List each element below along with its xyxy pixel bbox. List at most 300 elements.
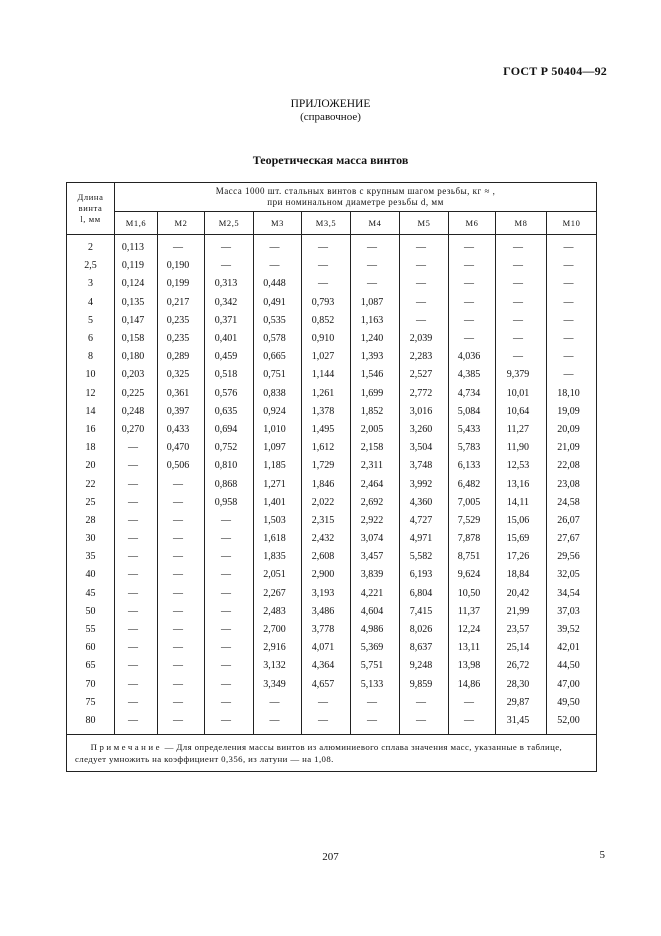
- length-cell: 65: [67, 657, 115, 675]
- mass-cell: —: [115, 457, 158, 475]
- mass-cell: 1,144: [302, 366, 351, 384]
- mass-cell: 1,612: [302, 439, 351, 457]
- mass-cell: 10,01: [496, 385, 547, 403]
- mass-cell: —: [205, 548, 254, 566]
- mass-cell: 2,692: [351, 494, 400, 512]
- table-note: [67, 735, 597, 772]
- mass-cell: 11,27: [496, 421, 547, 439]
- mass-cell: 13,98: [449, 657, 496, 675]
- size-column-header: М2: [158, 212, 205, 235]
- mass-cell: —: [115, 548, 158, 566]
- mass-cell: 0,135: [115, 294, 158, 312]
- mass-cell: 1,393: [351, 348, 400, 366]
- mass-cell: —: [205, 712, 254, 735]
- mass-cell: —: [351, 257, 400, 275]
- table-row: [67, 639, 597, 657]
- table-row: [67, 348, 597, 366]
- mass-cell: 1,495: [302, 421, 351, 439]
- mass-cell: 1,699: [351, 385, 400, 403]
- mass-cell: —: [496, 312, 547, 330]
- mass-cell: 2,267: [254, 585, 302, 603]
- mass-cell: 4,727: [400, 512, 449, 530]
- mass-cell: —: [547, 312, 597, 330]
- mass-cell: 13,16: [496, 475, 547, 493]
- mass-cell: 1,846: [302, 475, 351, 493]
- mass-cell: 3,504: [400, 439, 449, 457]
- mass-cell: 0,203: [115, 366, 158, 384]
- mass-cell: 0,371: [205, 312, 254, 330]
- mass-cell: —: [254, 257, 302, 275]
- mass-cell: —: [158, 657, 205, 675]
- mass-cell: 5,369: [351, 639, 400, 657]
- table-row: [67, 657, 597, 675]
- mass-cell: 3,839: [351, 566, 400, 584]
- mass-cell: —: [351, 712, 400, 735]
- mass-cell: 28,30: [496, 676, 547, 694]
- mass-cell: 18,10: [547, 385, 597, 403]
- table-row: [67, 235, 597, 258]
- length-cell: 4: [67, 294, 115, 312]
- mass-cell: 0,448: [254, 275, 302, 293]
- mass-cell: 26,72: [496, 657, 547, 675]
- mass-cell: —: [115, 676, 158, 694]
- mass-cell: 7,415: [400, 603, 449, 621]
- mass-cell: —: [205, 621, 254, 639]
- mass-cell: 1,401: [254, 494, 302, 512]
- mass-cell: 0,113: [115, 235, 158, 258]
- table-row: [67, 330, 597, 348]
- mass-cell: 0,119: [115, 257, 158, 275]
- mass-cell: 6,804: [400, 585, 449, 603]
- table-row: [67, 366, 597, 384]
- mass-cell: 12,24: [449, 621, 496, 639]
- length-cell: 80: [67, 712, 115, 735]
- mass-cell: —: [205, 657, 254, 675]
- mass-cell: 4,360: [400, 494, 449, 512]
- mass-cell: 0,313: [205, 275, 254, 293]
- mass-cell: 23,57: [496, 621, 547, 639]
- mass-cell: 4,657: [302, 676, 351, 694]
- mass-cell: —: [158, 475, 205, 493]
- length-cell: 30: [67, 530, 115, 548]
- mass-cell: 1,852: [351, 403, 400, 421]
- note-label: Примечание: [90, 742, 162, 753]
- mass-cell: 3,260: [400, 421, 449, 439]
- length-cell: 45: [67, 585, 115, 603]
- mass-cell: 0,491: [254, 294, 302, 312]
- table-row: [67, 312, 597, 330]
- mass-cell: 0,910: [302, 330, 351, 348]
- mass-cell: —: [400, 712, 449, 735]
- mass-cell: —: [449, 694, 496, 712]
- mass-cell: 25,14: [496, 639, 547, 657]
- mass-cell: 10,50: [449, 585, 496, 603]
- mass-cell: 1,835: [254, 548, 302, 566]
- mass-cell: —: [205, 566, 254, 584]
- mass-cell: 0,124: [115, 275, 158, 293]
- mass-cell: —: [115, 494, 158, 512]
- mass-cell: 2,916: [254, 639, 302, 657]
- mass-cell: 2,922: [351, 512, 400, 530]
- mass-cell: 4,071: [302, 639, 351, 657]
- mass-cell: 27,67: [547, 530, 597, 548]
- length-cell: 55: [67, 621, 115, 639]
- mass-cell: 3,992: [400, 475, 449, 493]
- mass-cell: —: [115, 694, 158, 712]
- size-column-header: М5: [400, 212, 449, 235]
- length-cell: 12: [67, 385, 115, 403]
- note-row: [67, 735, 597, 772]
- table-row: [67, 566, 597, 584]
- mass-cell: 0,752: [205, 439, 254, 457]
- mass-cell: —: [547, 294, 597, 312]
- size-column-header: М10: [547, 212, 597, 235]
- mass-cell: —: [547, 235, 597, 258]
- size-column-header: М2,5: [205, 212, 254, 235]
- mass-cell: —: [158, 603, 205, 621]
- length-cell: 28: [67, 512, 115, 530]
- length-cell: 8: [67, 348, 115, 366]
- mass-cell: 31,45: [496, 712, 547, 735]
- mass-cell: —: [351, 235, 400, 258]
- mass-cell: —: [302, 257, 351, 275]
- mass-cell: —: [115, 530, 158, 548]
- length-cell: 2,5: [67, 257, 115, 275]
- mass-cell: —: [115, 585, 158, 603]
- mass-cell: 14,11: [496, 494, 547, 512]
- table-row: [67, 385, 597, 403]
- length-cell: 3: [67, 275, 115, 293]
- mass-cell: 12,53: [496, 457, 547, 475]
- mass-cell: 1,027: [302, 348, 351, 366]
- mass-cell: 0,190: [158, 257, 205, 275]
- mass-cell: 0,235: [158, 312, 205, 330]
- mass-cell: 23,08: [547, 475, 597, 493]
- mass-cell: 20,09: [547, 421, 597, 439]
- mass-cell: 2,283: [400, 348, 449, 366]
- table-row: [67, 403, 597, 421]
- table-row: [67, 257, 597, 275]
- mass-cell: 3,349: [254, 676, 302, 694]
- length-header-line: Длина: [77, 192, 104, 202]
- mass-cell: —: [115, 639, 158, 657]
- mass-cell: 0,576: [205, 385, 254, 403]
- size-column-header: М1,6: [115, 212, 158, 235]
- mass-cell: 2,005: [351, 421, 400, 439]
- mass-cell: 14,86: [449, 676, 496, 694]
- table-row: [67, 603, 597, 621]
- mass-cell: 1,546: [351, 366, 400, 384]
- mass-cell: —: [205, 585, 254, 603]
- mass-cell: —: [115, 512, 158, 530]
- mass-cell: 47,00: [547, 676, 597, 694]
- mass-cell: —: [158, 639, 205, 657]
- length-cell: 25: [67, 494, 115, 512]
- mass-cell: —: [449, 257, 496, 275]
- mass-cell: 0,470: [158, 439, 205, 457]
- mass-cell: —: [400, 275, 449, 293]
- mass-cell: —: [496, 294, 547, 312]
- mass-cell: 2,039: [400, 330, 449, 348]
- mass-cell: —: [205, 257, 254, 275]
- standard-code: ГОСТ Р 50404—92: [503, 64, 607, 78]
- length-cell: 75: [67, 694, 115, 712]
- mass-cell: —: [254, 694, 302, 712]
- mass-cell: 39,52: [547, 621, 597, 639]
- mass-cell: —: [547, 348, 597, 366]
- mass-cell: —: [302, 235, 351, 258]
- mass-cell: 3,132: [254, 657, 302, 675]
- mass-cell: 2,051: [254, 566, 302, 584]
- length-header-line: винта: [78, 203, 103, 213]
- mass-cell: 4,036: [449, 348, 496, 366]
- mass-cell: 5,582: [400, 548, 449, 566]
- mass-cell: —: [254, 712, 302, 735]
- appendix-subtitle: (справочное): [300, 111, 361, 123]
- length-cell: 22: [67, 475, 115, 493]
- length-header-line: l, мм: [80, 214, 101, 224]
- mass-cell: 11,37: [449, 603, 496, 621]
- mass-cell: 3,778: [302, 621, 351, 639]
- mass-cell: 6,133: [449, 457, 496, 475]
- mass-cell: —: [400, 312, 449, 330]
- size-column-header: М3,5: [302, 212, 351, 235]
- length-cell: 35: [67, 548, 115, 566]
- mass-cell: 8,026: [400, 621, 449, 639]
- mass-cell: 4,364: [302, 657, 351, 675]
- mass-cell: 0,158: [115, 330, 158, 348]
- mass-cell: 2,483: [254, 603, 302, 621]
- mass-cell: 0,342: [205, 294, 254, 312]
- length-column-header: [67, 183, 115, 235]
- mass-cell: 1,185: [254, 457, 302, 475]
- mass-cell: 0,838: [254, 385, 302, 403]
- table-row: [67, 548, 597, 566]
- length-cell: 20: [67, 457, 115, 475]
- mass-cell: —: [496, 330, 547, 348]
- mass-cell: —: [158, 235, 205, 258]
- size-column-header: М4: [351, 212, 400, 235]
- mass-cell: —: [158, 494, 205, 512]
- mass-cell: —: [302, 712, 351, 735]
- mass-cell: —: [302, 694, 351, 712]
- mass-cell: 4,971: [400, 530, 449, 548]
- mass-cell: 0,289: [158, 348, 205, 366]
- mass-cell: 42,01: [547, 639, 597, 657]
- mass-cell: 7,878: [449, 530, 496, 548]
- mass-cell: 4,734: [449, 385, 496, 403]
- mass-cell: 3,457: [351, 548, 400, 566]
- mass-cell: —: [158, 621, 205, 639]
- mass-cell: —: [205, 639, 254, 657]
- mass-cell: 2,464: [351, 475, 400, 493]
- length-cell: 18: [67, 439, 115, 457]
- mass-cell: 4,221: [351, 585, 400, 603]
- mass-cell: —: [351, 275, 400, 293]
- mass-cell: 11,90: [496, 439, 547, 457]
- table-row: [67, 421, 597, 439]
- mass-cell: 4,385: [449, 366, 496, 384]
- mass-cell: 1,618: [254, 530, 302, 548]
- mass-cell: 0,506: [158, 457, 205, 475]
- mass-cell: 7,529: [449, 512, 496, 530]
- mass-cell: —: [449, 712, 496, 735]
- length-cell: 10: [67, 366, 115, 384]
- mass-cell: 3,748: [400, 457, 449, 475]
- mass-cell: —: [205, 512, 254, 530]
- mass-cell: 0,924: [254, 403, 302, 421]
- mass-cell: —: [400, 694, 449, 712]
- table-title: Теоретическая масса винтов: [252, 153, 409, 167]
- mass-cell: —: [115, 603, 158, 621]
- mass-cell: —: [496, 257, 547, 275]
- mass-cell: 0,578: [254, 330, 302, 348]
- mass-cell: —: [547, 330, 597, 348]
- mass-cell: 49,50: [547, 694, 597, 712]
- mass-cell: 0,199: [158, 275, 205, 293]
- mass-cell: 0,958: [205, 494, 254, 512]
- mass-cell: 5,084: [449, 403, 496, 421]
- table-row: [67, 621, 597, 639]
- mass-cell: 0,665: [254, 348, 302, 366]
- mass-cell: 21,99: [496, 603, 547, 621]
- mass-table: [66, 182, 597, 772]
- mass-cell: 0,270: [115, 421, 158, 439]
- mass-cell: 4,986: [351, 621, 400, 639]
- mass-cell: 1,271: [254, 475, 302, 493]
- mass-cell: 0,751: [254, 366, 302, 384]
- mass-cell: —: [115, 657, 158, 675]
- mass-cell: 5,751: [351, 657, 400, 675]
- mass-cell: 15,06: [496, 512, 547, 530]
- mass-header-line: при номинальном диаметре резьбы d, мм: [267, 197, 444, 207]
- appendix-heading: [0, 98, 661, 124]
- mass-cell: 2,432: [302, 530, 351, 548]
- mass-cell: 2,315: [302, 512, 351, 530]
- mass-cell: —: [449, 330, 496, 348]
- mass-cell: 8,637: [400, 639, 449, 657]
- mass-cell: 0,248: [115, 403, 158, 421]
- mass-cell: 0,518: [205, 366, 254, 384]
- mass-cell: 32,05: [547, 566, 597, 584]
- mass-cell: 21,09: [547, 439, 597, 457]
- note-text: — Для определения массы винтов из алюминиевого сплава значения масс, указанные в таблице, следует умножить на коэффициент 0,356, из латуни — на 1,08.: [75, 742, 563, 765]
- mass-cell: 18,84: [496, 566, 547, 584]
- mass-cell: 1,163: [351, 312, 400, 330]
- page-number: 207: [322, 851, 339, 863]
- mass-cell: 3,486: [302, 603, 351, 621]
- mass-cell: —: [158, 530, 205, 548]
- mass-cell: 0,361: [158, 385, 205, 403]
- mass-cell: —: [496, 348, 547, 366]
- mass-cell: —: [115, 712, 158, 735]
- mass-cell: 3,016: [400, 403, 449, 421]
- table-row: [67, 475, 597, 493]
- mass-cell: 6,482: [449, 475, 496, 493]
- mass-cell: —: [351, 694, 400, 712]
- mass-cell: —: [115, 475, 158, 493]
- table-row: [67, 439, 597, 457]
- mass-cell: 9,248: [400, 657, 449, 675]
- mass-cell: 2,158: [351, 439, 400, 457]
- length-cell: 2: [67, 235, 115, 258]
- length-cell: 6: [67, 330, 115, 348]
- mass-cell: 1,240: [351, 330, 400, 348]
- mass-cell: 26,07: [547, 512, 597, 530]
- mass-cell: 0,635: [205, 403, 254, 421]
- mass-cell: 2,311: [351, 457, 400, 475]
- mass-cell: 29,87: [496, 694, 547, 712]
- mass-cell: 4,604: [351, 603, 400, 621]
- mass-cell: 2,527: [400, 366, 449, 384]
- mass-cell: —: [158, 585, 205, 603]
- mass-cell: 9,859: [400, 676, 449, 694]
- mass-cell: —: [496, 275, 547, 293]
- mass-cell: 1,503: [254, 512, 302, 530]
- mass-cell: 0,397: [158, 403, 205, 421]
- mass-cell: 0,459: [205, 348, 254, 366]
- mass-cell: 0,433: [158, 421, 205, 439]
- mass-cell: 0,147: [115, 312, 158, 330]
- mass-cell: 2,700: [254, 621, 302, 639]
- sheet-number: 5: [599, 849, 605, 861]
- mass-cell: 0,810: [205, 457, 254, 475]
- mass-cell: 0,235: [158, 330, 205, 348]
- mass-cell: —: [496, 235, 547, 258]
- mass-cell: 5,433: [449, 421, 496, 439]
- mass-cell: 15,69: [496, 530, 547, 548]
- mass-cell: —: [205, 694, 254, 712]
- mass-cell: 19,09: [547, 403, 597, 421]
- mass-cell: 1,097: [254, 439, 302, 457]
- mass-cell: 1,261: [302, 385, 351, 403]
- mass-cell: 1,729: [302, 457, 351, 475]
- table-row: [67, 712, 597, 735]
- mass-cell: 0,180: [115, 348, 158, 366]
- mass-cell: —: [158, 712, 205, 735]
- mass-cell: 2,608: [302, 548, 351, 566]
- mass-cell: 34,54: [547, 585, 597, 603]
- mass-cell: 0,225: [115, 385, 158, 403]
- mass-header-line: Масса 1000 шт. стальных винтов с крупным шагом резьбы, кг ≈ ,: [215, 186, 496, 196]
- mass-cell: —: [115, 439, 158, 457]
- table-row: [67, 294, 597, 312]
- mass-cell: 0,217: [158, 294, 205, 312]
- mass-cell: —: [547, 275, 597, 293]
- mass-cell: —: [449, 235, 496, 258]
- mass-cell: —: [205, 603, 254, 621]
- table-row: [67, 494, 597, 512]
- size-column-header: М8: [496, 212, 547, 235]
- mass-cell: 5,133: [351, 676, 400, 694]
- mass-cell: —: [158, 566, 205, 584]
- mass-cell: 44,50: [547, 657, 597, 675]
- mass-cell: 3,074: [351, 530, 400, 548]
- mass-cell: —: [158, 676, 205, 694]
- mass-cell: —: [158, 548, 205, 566]
- mass-cell: 0,694: [205, 421, 254, 439]
- length-cell: 5: [67, 312, 115, 330]
- mass-cell: —: [254, 235, 302, 258]
- table-row: [67, 457, 597, 475]
- mass-cell: 37,03: [547, 603, 597, 621]
- table-row: [67, 585, 597, 603]
- size-column-header: М3: [254, 212, 302, 235]
- mass-cell: 0,535: [254, 312, 302, 330]
- mass-cell: 0,401: [205, 330, 254, 348]
- mass-cell: —: [547, 366, 597, 384]
- table-row: [67, 694, 597, 712]
